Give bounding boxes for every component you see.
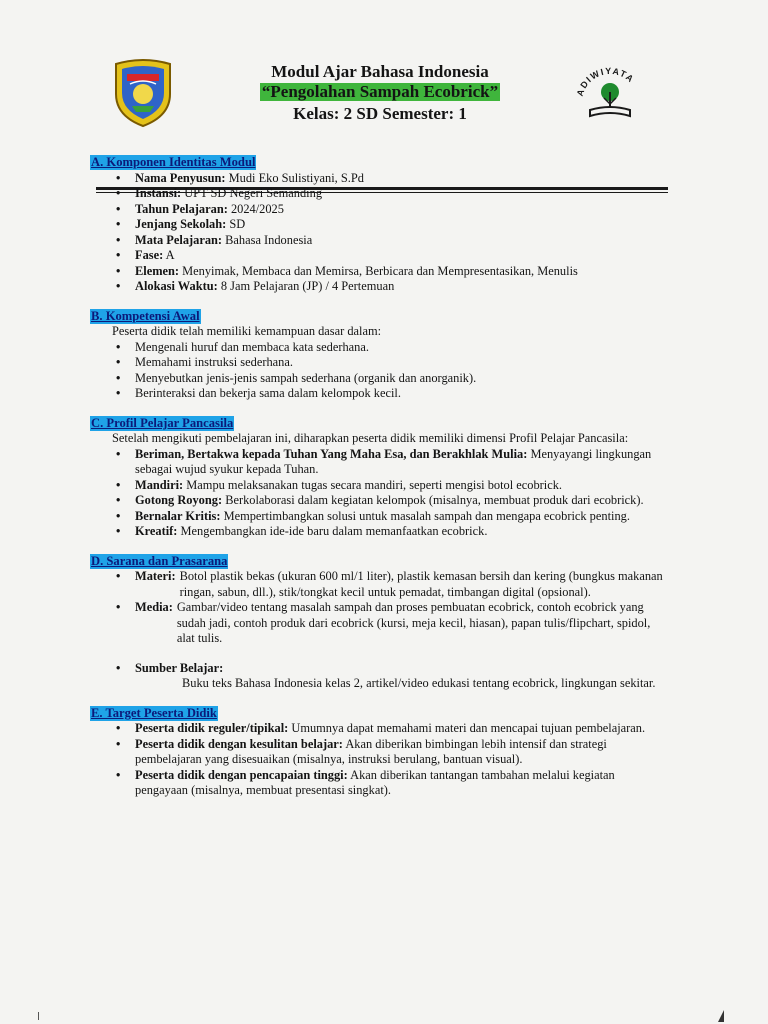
adiwiyata-logo-icon	[574, 58, 646, 128]
document-header	[0, 56, 768, 136]
adiwiyata-logo-text: ADIWIYATA	[574, 65, 637, 98]
header-class-info: Kelas: 2 SD Semester: 1	[293, 104, 467, 123]
list-item: • Bernalar Kritis: Mempertimbangkan solusi untuk masalah sampah dan mengapa ecobrick penting.	[116, 508, 630, 523]
profile-list	[90, 447, 670, 540]
list-item: • Kreatif: Mengembangkan ide-ide baru dalam memanfaatkan ecobrick.	[116, 524, 488, 538]
list-item: • Mengenali huruf dan membaca kata sederhana.	[116, 339, 369, 354]
section-sarana-prasarana	[90, 554, 670, 692]
list-item: • Mandiri: Mampu melaksanakan tugas secara mandiri, seperti mengisi botol ecobrick.	[116, 477, 563, 492]
scan-mark	[718, 1010, 724, 1022]
list-item: • Instansi: UPT SD Negeri Semanding	[116, 186, 323, 200]
section-heading: D. Sarana dan Prasarana	[91, 553, 228, 568]
facilities-list	[90, 569, 670, 676]
list-item: • Peserta didik dengan kesulitan belajar: Akan diberikan bimbingan lebih intensif dan strategi pembelajaran yang disesuaikan (misalnya, instruksi berulang, bantuan visual).	[116, 736, 607, 766]
list-item: • Materi: Botol plastik bekas (ukuran 600 ml/1 liter), plastik kemasan bersih dan kering (bungkus makanan ringan, sabun, dll.), stik/tongkat kecil untuk pemadat, timbangan digital (opsional).	[116, 569, 663, 599]
list-item: • Gotong Royong: Berkolaborasi dalam kegiatan kelompok (misalnya, membuat produk dari ecobrick).	[116, 493, 644, 507]
list-item: • Sumber Belajar:	[116, 660, 224, 675]
target-list	[90, 721, 670, 799]
section-heading: B. Kompetensi Awal	[91, 308, 200, 323]
list-item: • Fase: A	[116, 248, 175, 262]
list-item: • Peserta didik dengan pencapaian tinggi: Akan diberikan tantangan tambahan melalui kegiatan pengayaan (misalnya, membuat presentasi singkat).	[116, 767, 615, 797]
document-body	[90, 155, 670, 813]
list-item: • Memahami instruksi sederhana.	[116, 355, 293, 369]
list-item: • Beriman, Bertakwa kepada Tuhan Yang Maha Esa, dan Berakhlak Mulia: Menyayangi lingkungan sebagai wujud syukur kepada Tuhan.	[116, 446, 652, 476]
list-item: • Nama Penyusun: Mudi Eko Sulistiyani, S.Pd	[116, 170, 364, 185]
list-item: • Menyebutkan jenis-jenis sampah sederhana (organik dan anorganik).	[116, 370, 477, 385]
header-title-block	[230, 62, 530, 125]
source-text: Buku teks Bahasa Indonesia kelas 2, artikel/video edukasi tentang ecobrick, lingkungan sekitar.	[182, 676, 656, 690]
list-item: • Jenjang Sekolah: SD	[116, 217, 246, 231]
list-item: • Alokasi Waktu: 8 Jam Pelajaran (JP) / 4 Pertemuan	[116, 279, 395, 293]
competency-list	[90, 340, 670, 402]
section-heading: C. Profil Pelajar Pancasila	[91, 415, 234, 430]
section-heading: E. Target Peserta Didik	[91, 705, 217, 720]
section-heading: A. Komponen Identitas Modul	[91, 155, 256, 169]
list-item: • Elemen: Menyimak, Membaca dan Memirsa, Berbicara dan Mempresentasikan, Menulis	[116, 263, 578, 278]
list-item: • Tahun Pelajaran: 2024/2025	[116, 201, 284, 216]
scan-mark	[38, 1012, 39, 1020]
section-kompetensi-awal	[90, 309, 670, 402]
header-title: Modul Ajar Bahasa Indonesia	[271, 62, 489, 81]
list-item: • Media: Gambar/video tentang masalah sampah dan proses pembuatan ecobrick, contoh ecobrick yang sudah jadi, contoh produk dari ecobrick (kursi, meja kecil, hiasan), papan tulis/flipchart, spidol, alat tulis.	[116, 600, 651, 645]
school-emblem-icon	[110, 58, 176, 128]
identity-list	[90, 171, 670, 295]
header-subtitle: “Pengolahan Sampah Ecobrick”	[261, 82, 499, 101]
section-intro: Setelah mengikuti pembelajaran ini, diharapkan peserta didik memiliki dimensi Profil Pelajar Pancasila:	[112, 431, 629, 445]
section-intro: Peserta didik telah memiliki kemampuan dasar dalam:	[112, 324, 382, 338]
list-item: • Berinteraksi dan bekerja sama dalam kelompok kecil.	[116, 386, 401, 400]
section-komponen-identitas	[90, 155, 670, 295]
section-target-peserta	[90, 706, 670, 799]
section-profil-pelajar	[90, 416, 670, 540]
list-item: • Mata Pelajaran: Bahasa Indonesia	[116, 232, 313, 247]
list-item: • Peserta didik reguler/tipikal: Umumnya dapat memahami materi dan mencapai tujuan pembelajaran.	[116, 721, 646, 735]
